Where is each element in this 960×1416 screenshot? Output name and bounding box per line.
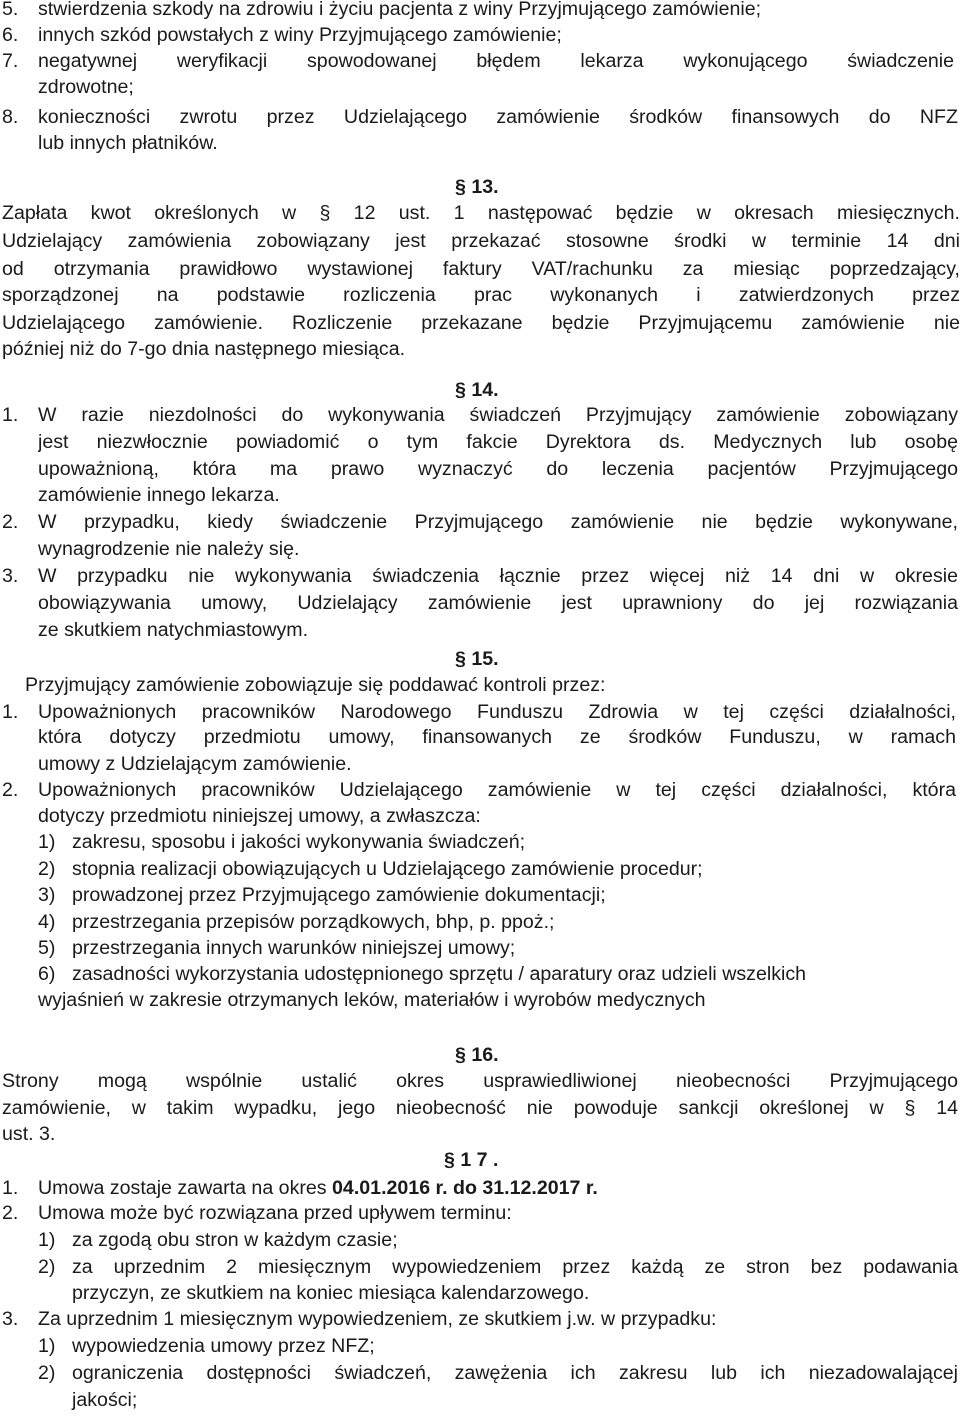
item-number: 1) <box>38 1229 56 1251</box>
list-item-continuation <box>0 456 960 482</box>
paragraph-line <box>0 1121 960 1147</box>
item-number: 1. <box>2 701 19 723</box>
list-item <box>0 699 960 725</box>
text-line: W przypadku nie wykonywania świadczenia łącznie przez więcej niż 14 dni w okresie <box>38 565 958 587</box>
sub-list-item <box>0 1360 960 1386</box>
sub-list-item <box>0 909 960 935</box>
text-line: jakości; <box>72 1389 138 1411</box>
text-line: Upoważnionych pracowników Narodowego Funduszu Zdrowia w tej części działalności, <box>38 701 956 723</box>
list-item-continuation <box>0 724 960 750</box>
item-number: 7. <box>2 50 19 72</box>
sub-list-item <box>0 961 960 987</box>
item-number: 2) <box>38 1256 56 1278</box>
text-line: ust. 3. <box>2 1123 56 1145</box>
sub-list-item <box>0 935 960 961</box>
text-line: ograniczenia dostępności świadczeń, zawężenia ich zakresu lub ich niezadowalającej <box>72 1362 958 1384</box>
sub-list-item <box>0 856 960 882</box>
text-line: za zgodą obu stron w każdym czasie; <box>72 1229 398 1251</box>
item-number: 5. <box>2 0 19 20</box>
text-line: Za uprzednim 1 miesięcznym wypowiedzeniem, ze skutkiem j.w. w przypadku: <box>38 1308 717 1330</box>
section-heading-15 <box>0 646 960 672</box>
item-text: stwierdzenia szkody na zdrowiu i życiu pacjenta z winy Przyjmującego zamówienie; <box>38 0 762 20</box>
sub-list-item <box>0 882 960 908</box>
item-number: 1) <box>38 831 56 853</box>
section-heading: § 1 7 . <box>444 1149 499 1171</box>
sub-list-item <box>0 1333 960 1359</box>
paragraph-line <box>0 310 960 336</box>
list-item-continuation <box>0 751 960 777</box>
item-number: 2. <box>2 779 19 801</box>
item-number: 1. <box>2 1177 19 1199</box>
item-number: 1. <box>2 404 19 426</box>
text-line <box>38 1175 598 1201</box>
text-line: Umowa może być rozwiązana przed upływem terminu: <box>38 1202 512 1224</box>
text-line: W razie niezdolności do wykonywania świadczeń Przyjmujący zamówienie zobowiązany <box>38 404 958 426</box>
text-line: przyczyn, ze skutkiem na koniec miesiąca kalendarzowego. <box>72 1282 590 1304</box>
text-line: zasadności wykorzystania udostępnionego sprzętu / aparatury oraz udzieli wszelkich <box>72 963 807 985</box>
sub-list-item-continuation <box>0 1280 960 1306</box>
section-heading: § 14. <box>455 379 499 401</box>
item-text: negatywnej weryfikacji spowodowanej błędem lekarza wykonującego świadczenie <box>38 50 954 72</box>
list-item <box>0 1200 960 1226</box>
text-line: wyjaśnień w zakresie otrzymanych leków, materiałów i wyrobów medycznych <box>38 989 706 1011</box>
text-line: W przypadku, kiedy świadczenie Przyjmującego zamówienie nie będzie wykonywane, <box>38 511 958 533</box>
item-number: 6. <box>2 24 19 46</box>
list-item-continuation <box>0 803 960 829</box>
sub-list-item <box>0 1227 960 1253</box>
text-line: umowy z Udzielającym zamówienie. <box>38 753 352 775</box>
paragraph-line <box>0 256 960 282</box>
text-line: sporządzonej na podstawie rozliczenia prac wykonanych i zatwierdzonych przez <box>2 284 960 306</box>
text-line: Zapłata kwot określonych w § 12 ust. 1 następować będzie w okresach miesięcznych. <box>2 202 960 224</box>
list-item <box>0 563 960 589</box>
section-heading: § 15. <box>455 648 499 670</box>
list-item <box>0 104 960 130</box>
item-number: 2. <box>2 511 19 533</box>
text-line: stopnia realizacji obowiązujących u Udzielającego zamówienie procedur; <box>72 858 703 880</box>
section-heading: § 13. <box>455 176 499 198</box>
text-line: Strony mogą wspólnie ustalić okres usprawiedliwionej nieobecności Przyjmującego <box>2 1070 958 1092</box>
text-line: upoważnioną, która ma prawo wyznaczyć do leczenia pacjentów Przyjmującego <box>38 458 958 480</box>
text-line: ze skutkiem natychmiastowym. <box>38 619 309 641</box>
text-line: przestrzegania innych warunków niniejszej umowy; <box>72 937 516 959</box>
text-line: Udzielającego zamówienie. Rozliczenie przekazane będzie Przyjmującemu zamówienie nie <box>2 312 960 334</box>
paragraph-line <box>0 336 960 362</box>
text-line: wypowiedzenia umowy przez NFZ; <box>72 1335 375 1357</box>
text-line: Upoważnionych pracowników Udzielającego zamówienie w tej części działalności, która <box>38 779 956 801</box>
list-item-continuation <box>0 429 960 455</box>
text-line: która dotyczy przedmiotu umowy, finansowanych ze środków Funduszu, w ramach <box>38 726 956 748</box>
sub-list-item <box>0 1254 960 1280</box>
list-item-continuation <box>0 130 960 156</box>
item-number: 4) <box>38 911 56 933</box>
item-text: lub innych płatników. <box>38 132 218 154</box>
item-text: zdrowotne; <box>38 76 134 98</box>
text-line: przestrzegania przepisów porządkowych, bhp, p. ppoż.; <box>72 911 555 933</box>
text-line: Udzielający zamówienia zobowiązany jest przekazać stosowne środki w terminie 14 dni <box>2 230 960 252</box>
text-line: dotyczy przedmiotu niniejszej umowy, a zwłaszcza: <box>38 805 481 827</box>
text-line: Przyjmujący zamówienie zobowiązuje się poddawać kontroli przez: <box>25 674 606 696</box>
item-number: 2) <box>38 858 56 880</box>
item-number: 2) <box>38 1362 56 1384</box>
list-item-continuation <box>0 482 960 508</box>
list-item <box>0 509 960 535</box>
section-heading-17 <box>0 1147 960 1173</box>
paragraph-line <box>0 228 960 254</box>
section-heading: § 16. <box>455 1044 499 1066</box>
text-line: później niż do 7-go dnia następnego miesiąca. <box>2 338 406 360</box>
text-line: zamówienie innego lekarza. <box>38 484 280 506</box>
sub-list-item-continuation <box>0 987 960 1013</box>
sub-list-item <box>0 829 960 855</box>
list-item-continuation <box>0 536 960 562</box>
list-item <box>0 402 960 428</box>
item-text: innych szkód powstałych z winy Przyjmującego zamówienie; <box>38 24 562 46</box>
text-line: wynagrodzenie nie należy się. <box>38 538 300 560</box>
item-number: 3. <box>2 565 19 587</box>
text-line: prowadzonej przez Przyjmującego zamówienie dokumentacji; <box>72 884 606 906</box>
list-item <box>0 48 960 74</box>
item-number: 6) <box>38 963 56 985</box>
item-number: 2. <box>2 1202 19 1224</box>
text-line: obowiązywania umowy, Udzielający zamówienie jest uprawniony do jej rozwiązania <box>38 592 958 614</box>
list-item-continuation <box>0 590 960 616</box>
contract-period-label: Umowa zostaje zawarta na okres <box>38 1177 333 1199</box>
sub-list-item-continuation <box>0 1387 960 1413</box>
list-item-continuation <box>0 617 960 643</box>
text-line: zakresu, sposobu i jakości wykonywania świadczeń; <box>72 831 526 853</box>
item-number: 3) <box>38 884 56 906</box>
section-intro <box>0 672 960 698</box>
paragraph-line <box>0 1068 960 1094</box>
text-line: za uprzednim 2 miesięcznym wypowiedzeniem przez każdą ze stron bez podawania <box>72 1256 958 1278</box>
item-number: 1) <box>38 1335 56 1357</box>
text-line: od otrzymania prawidłowo wystawionej faktury VAT/rachunku za miesiąc poprzedzający, <box>2 258 960 280</box>
section-heading-16 <box>0 1042 960 1068</box>
contract-period-dates: 04.01.2016 r. do 31.12.2017 r. <box>332 1177 598 1199</box>
paragraph-line <box>0 200 960 226</box>
list-item <box>0 1175 960 1201</box>
text-line: zamówienie, w takim wypadku, jego nieobecność nie powoduje sankcji określonej w § 14 <box>2 1097 958 1119</box>
section-heading-13 <box>0 174 960 200</box>
paragraph-line <box>0 1095 960 1121</box>
list-item-continuation <box>0 74 960 100</box>
text-line: jest niezwłocznie powiadomić o tym fakcie Dyrektora ds. Medycznych lub osobę <box>38 431 958 453</box>
list-item <box>0 0 960 22</box>
item-number: 8. <box>2 106 19 128</box>
list-item <box>0 22 960 48</box>
list-item <box>0 1306 960 1332</box>
list-item <box>0 777 960 803</box>
item-text: konieczności zwrotu przez Udzielającego zamówienie środków finansowych do NFZ <box>38 106 958 128</box>
paragraph-line <box>0 282 960 308</box>
section-heading-14 <box>0 377 960 403</box>
item-number: 3. <box>2 1308 19 1330</box>
item-number: 5) <box>38 937 56 959</box>
